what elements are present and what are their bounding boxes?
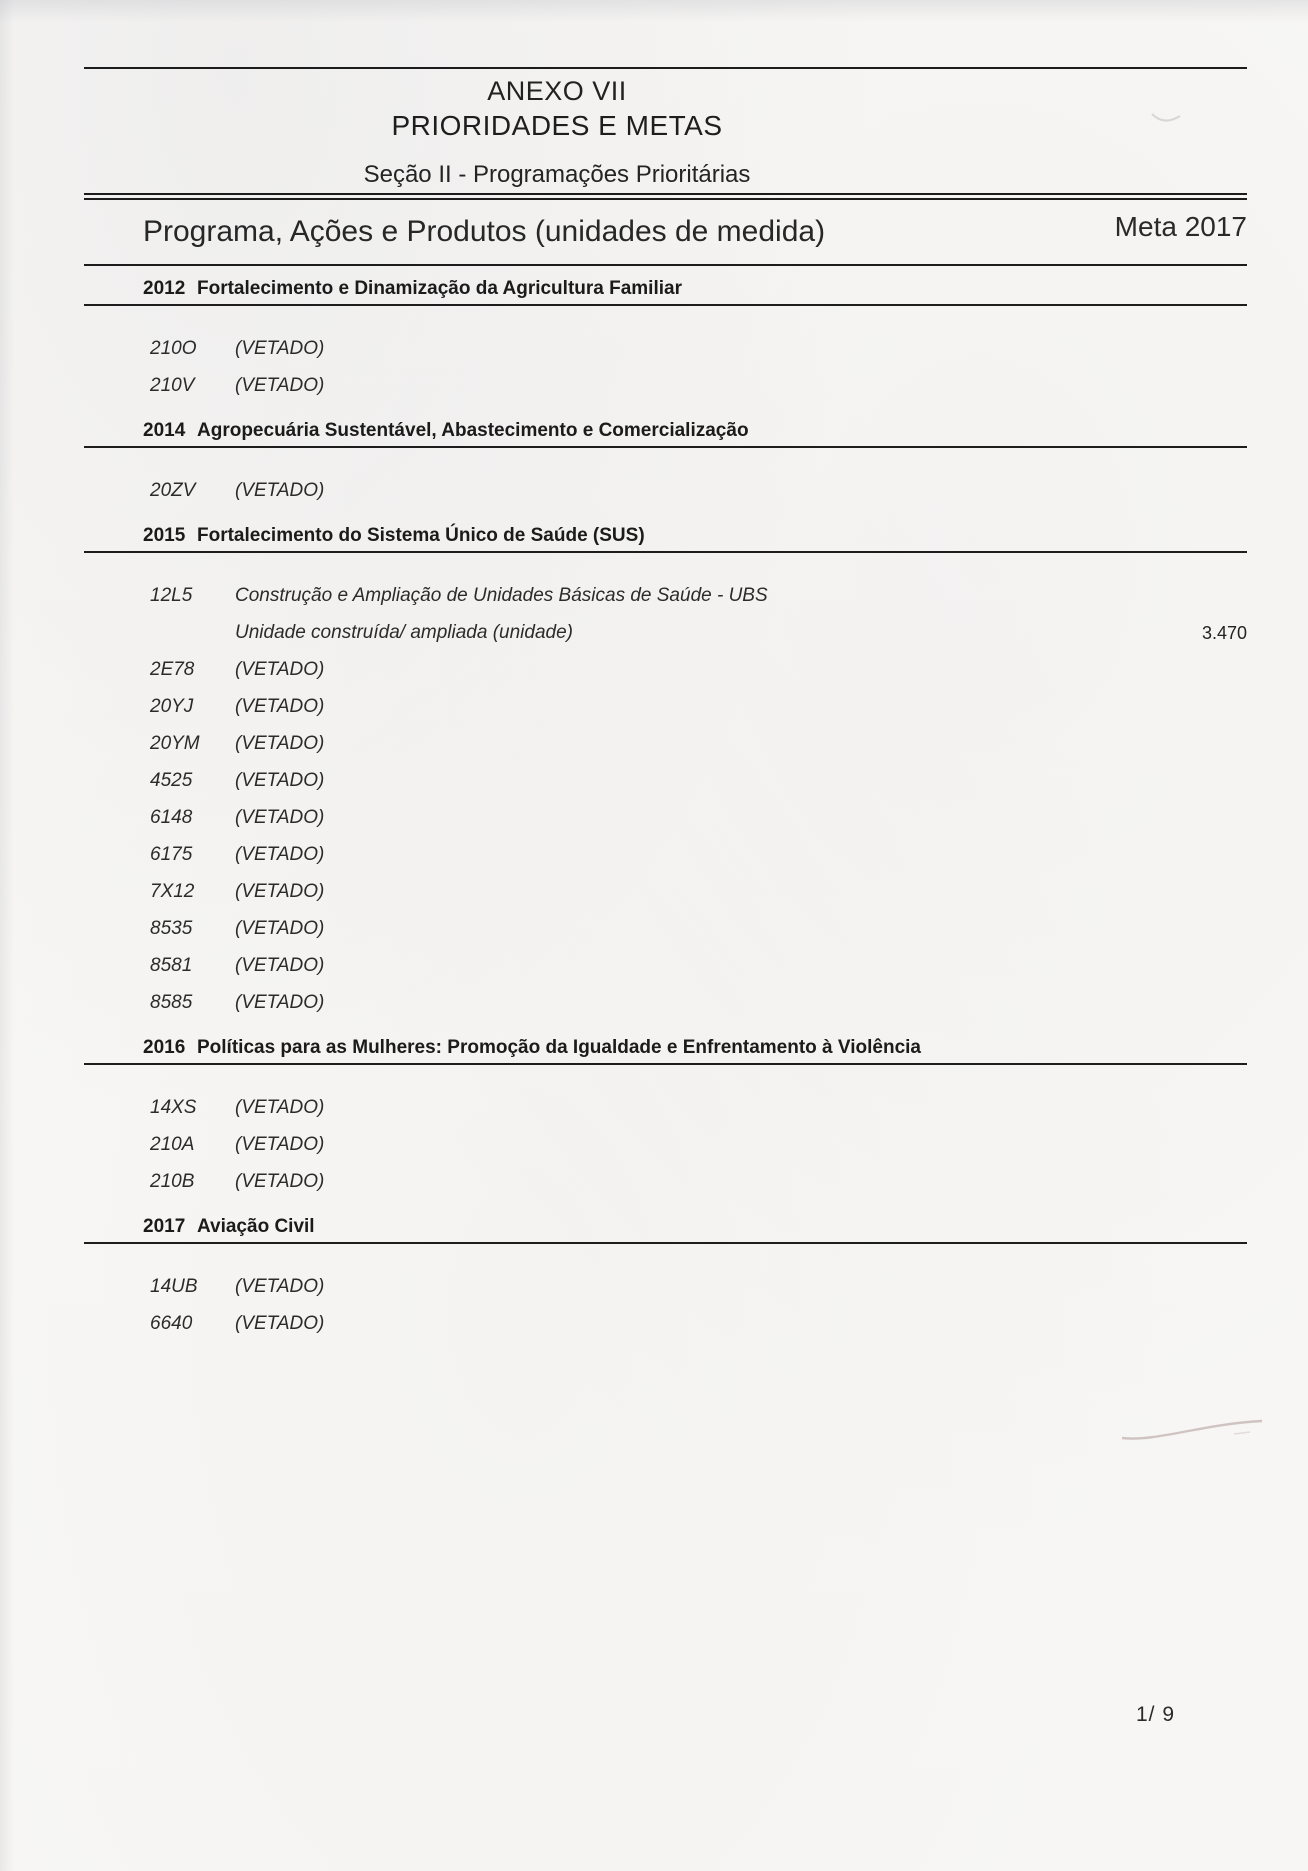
- action-code: 20YJ: [150, 696, 194, 717]
- action-code: 210B: [150, 1171, 195, 1192]
- action-row: [84, 807, 1247, 829]
- action-row: [84, 992, 1247, 1014]
- action-row: [84, 480, 1247, 502]
- action-code: 20YM: [150, 733, 200, 754]
- program-code: 2016: [143, 1037, 186, 1058]
- column-header-program: Programa, Ações e Produtos (unidades de medida): [143, 215, 826, 248]
- program-row: [84, 1208, 1247, 1238]
- product-meta-value: 3.470: [1201, 623, 1247, 643]
- action-row: [84, 375, 1247, 397]
- program-code: 2017: [143, 1216, 186, 1237]
- action-label: (VETADO): [235, 659, 325, 680]
- document-title: PRIORIDADES E METAS: [391, 110, 723, 141]
- annex-title: ANEXO VII: [487, 76, 627, 106]
- program-label: Fortalecimento do Sistema Único de Saúde (SUS): [197, 525, 645, 546]
- action-label: (VETADO): [235, 696, 325, 717]
- action-row: [84, 1134, 1247, 1156]
- action-code: 14UB: [150, 1276, 198, 1297]
- action-label: (VETADO): [235, 807, 325, 828]
- action-code: 210O: [150, 338, 197, 359]
- action-code: 6640: [150, 1313, 193, 1334]
- program-label: Agropecuária Sustentável, Abastecimento e Comercialização: [197, 420, 749, 441]
- action-row: [84, 1171, 1247, 1193]
- program-label: Aviação Civil: [197, 1216, 315, 1237]
- program-code: 2015: [143, 525, 186, 546]
- action-row: [84, 733, 1247, 755]
- action-label: (VETADO): [235, 992, 325, 1013]
- action-code: 210A: [150, 1134, 195, 1155]
- product-label: Unidade construída/ ampliada (unidade): [235, 622, 573, 643]
- program-row: [84, 412, 1247, 442]
- action-code: 210V: [150, 375, 195, 396]
- action-row: [84, 338, 1247, 360]
- action-row: [84, 770, 1247, 792]
- action-code: 4525: [150, 770, 193, 791]
- product-row: [84, 622, 1247, 644]
- action-row: [84, 696, 1247, 718]
- action-row: [84, 1276, 1247, 1298]
- column-header-rule: [84, 264, 1247, 266]
- program-underline: [84, 304, 1247, 306]
- action-code: 6175: [150, 844, 193, 865]
- section-title: Seção II - Programações Prioritárias: [363, 161, 751, 188]
- action-label: (VETADO): [235, 1097, 325, 1118]
- program-underline: [84, 1242, 1247, 1244]
- action-row: [84, 1097, 1247, 1119]
- action-label: (VETADO): [235, 733, 325, 754]
- column-header-meta: Meta 2017: [1114, 211, 1247, 242]
- action-code: 7X12: [150, 881, 195, 902]
- action-code: 6148: [150, 807, 193, 828]
- action-code: 2E78: [150, 659, 195, 680]
- action-code: 8585: [150, 992, 193, 1013]
- program-label: Fortalecimento e Dinamização da Agricultura Familiar: [197, 278, 682, 299]
- action-label: (VETADO): [235, 338, 325, 359]
- action-label: (VETADO): [235, 844, 325, 865]
- action-row: [84, 881, 1247, 903]
- pencil-mark: [1116, 1412, 1268, 1448]
- program-underline: [84, 551, 1247, 553]
- action-label: (VETADO): [235, 918, 325, 939]
- action-code: 8535: [150, 918, 193, 939]
- action-label: (VETADO): [235, 1313, 325, 1334]
- action-code: 12L5: [150, 585, 193, 606]
- program-code: 2014: [143, 420, 186, 441]
- action-label: (VETADO): [235, 1171, 325, 1192]
- action-label: (VETADO): [235, 955, 325, 976]
- action-row: [84, 844, 1247, 866]
- program-row: [84, 517, 1247, 547]
- program-underline: [84, 1063, 1247, 1065]
- program-code: 2012: [143, 278, 186, 299]
- top-rule: [84, 67, 1247, 69]
- program-row: [84, 270, 1247, 300]
- action-code: 14XS: [150, 1097, 197, 1118]
- action-label: (VETADO): [235, 375, 325, 396]
- program-underline: [84, 446, 1247, 448]
- action-row: [84, 955, 1247, 977]
- action-row: [84, 585, 1247, 607]
- scan-artifact-curve: [1150, 110, 1184, 130]
- action-row: [84, 1313, 1247, 1335]
- action-row: [84, 918, 1247, 940]
- header-double-rule: [84, 193, 1247, 200]
- action-label: (VETADO): [235, 480, 325, 501]
- action-code: 8581: [150, 955, 193, 976]
- program-row: [84, 1029, 1247, 1059]
- program-table: [84, 270, 1247, 1350]
- page-number: 1/ 9: [1136, 1703, 1176, 1726]
- action-row: [84, 659, 1247, 681]
- action-label: (VETADO): [235, 881, 325, 902]
- action-label: (VETADO): [235, 770, 325, 791]
- action-code: 20ZV: [150, 480, 196, 501]
- action-label: (VETADO): [235, 1134, 325, 1155]
- program-label: Políticas para as Mulheres: Promoção da Igualdade e Enfrentamento à Violência: [197, 1037, 921, 1058]
- action-label: Construção e Ampliação de Unidades Básicas de Saúde - UBS: [235, 585, 768, 606]
- action-label: (VETADO): [235, 1276, 325, 1297]
